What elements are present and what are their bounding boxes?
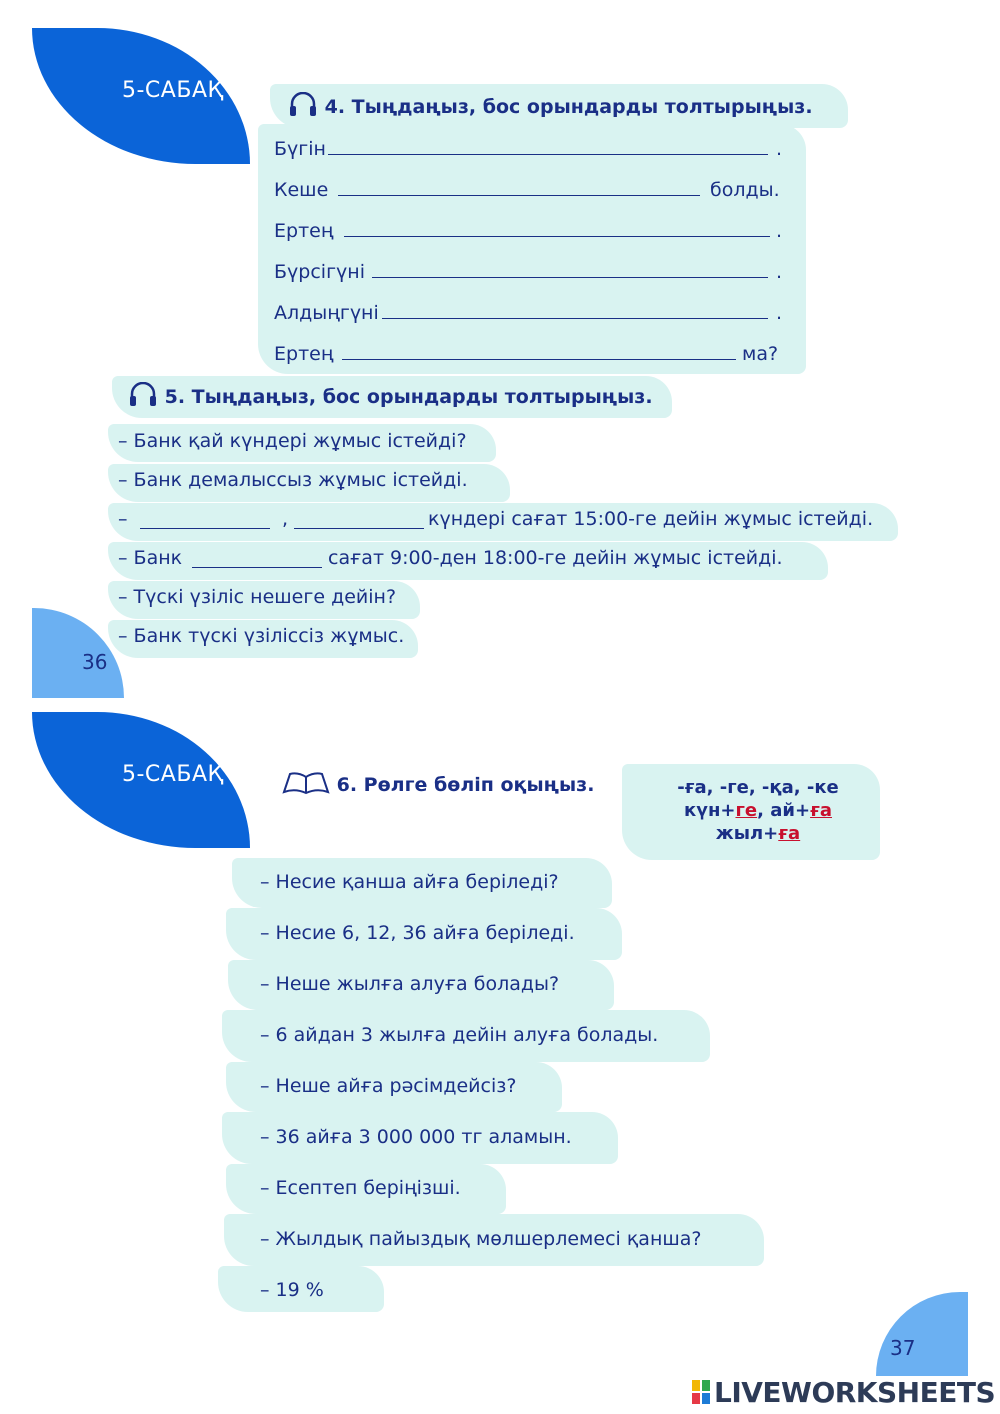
dialog-line: – Банк қай күндері жұмыс істейді? [118,430,467,452]
row-end-text: болды. [710,179,780,201]
task4-title-row [288,92,813,123]
fill-row [274,134,326,164]
dialog-line: – Банк түскі үзіліссіз жұмыс. [118,625,405,647]
dialog-line: – Түскі үзіліс нешеге дейін? [118,586,397,608]
page-number: 37 [890,1336,916,1360]
row-start-text: Ертең [274,343,334,365]
dialog-comma: , [282,508,289,530]
row-start-text: Бүгін [274,138,326,160]
blank-field[interactable] [342,341,736,360]
liveworksheets-logo [692,1380,710,1408]
page-number-badge [876,1292,968,1376]
row-end-text: . [776,220,783,242]
blank-field[interactable] [382,300,768,319]
reading-line: – Неше айға рәсімдейсіз? [260,1075,517,1097]
row-start-text: Алдыңгүні [274,302,379,324]
task6-title: 6. Рөлге бөліп оқыңыз. [336,774,595,796]
row-start-text: Бүрсігүні [274,261,365,283]
example-separator: , [757,800,764,821]
row-start-text: Ертең [274,220,334,242]
fill-row [274,257,365,287]
blank-field[interactable] [344,218,770,237]
dialog-line: күндері сағат 15:00-ге дейін жұмыс істейді. [428,508,874,530]
reading-line: – Есептеп беріңізші. [260,1177,461,1199]
example-word: жыл+ [715,823,779,844]
reading-line: – 36 айға 3 000 000 тг аламын. [260,1126,572,1148]
page-number: 36 [82,650,108,674]
example-suffix: ге [735,800,758,821]
dialog-line: сағат 9:00-ден 18:00-ге дейін жұмыс істейді. [328,547,783,569]
reading-line: – 19 % [260,1279,324,1301]
suffix-list: -ға, -ге, -қа, -ке [677,777,839,798]
task5-title: 5. Тыңдаңыз, бос орындарды толтырыңыз. [164,386,653,408]
example-suffix: ға [778,823,801,844]
liveworksheets-brand[interactable]: LIVEWORKSHEETS [714,1376,996,1409]
lesson-tab-top [32,28,250,164]
blank-field[interactable] [140,510,270,529]
dialog-line-dash: – [118,508,128,530]
open-book-icon [282,770,330,801]
blank-field[interactable] [338,177,700,196]
reading-line: – Несие қанша айға беріледі? [260,871,559,893]
example-word: ай+ [770,800,811,821]
dialog-line: – Банк демалыссыз жұмыс істейді. [118,469,468,491]
lesson-label: 5-САБАҚ [122,762,224,787]
reading-line: – 6 айдан 3 жылға дейін алуға болады. [260,1024,659,1046]
row-end-text: . [776,138,783,160]
blank-field[interactable] [192,549,322,568]
row-end-text: ма? [742,343,779,365]
task6-title-row [282,770,594,801]
fill-row [274,175,328,205]
example-word: күн+ [684,800,736,821]
reading-line: – Жылдық пайыздық мөлшерлемесі қанша? [260,1228,702,1250]
blank-field[interactable] [294,510,424,529]
row-start-text: Кеше [274,179,329,201]
row-end-text: . [776,261,783,283]
example-suffix: ға [810,800,832,821]
blank-field[interactable] [372,259,768,278]
suffix-hint-box [640,776,876,845]
task5-title-row [128,382,653,413]
headphones-icon [288,92,318,123]
fill-row [274,216,333,246]
lesson-label: 5-САБАҚ [122,78,224,103]
row-end-text: . [776,302,783,324]
reading-line: – Неше жылға алуға болады? [260,973,560,995]
brush-bg [258,124,806,374]
reading-line: – Несие 6, 12, 36 айға беріледі. [260,922,575,944]
fill-row [274,339,333,369]
fill-row [274,298,379,328]
lesson-tab-bottom [32,712,250,848]
headphones-icon [128,382,158,413]
suffix-example-row [640,822,876,845]
suffix-example-row [640,799,876,822]
task4-title: 4. Тыңдаңыз, бос орындарды толтырыңыз. [324,96,813,118]
dialog-line: – Банк [118,547,183,569]
blank-field[interactable] [328,136,768,155]
